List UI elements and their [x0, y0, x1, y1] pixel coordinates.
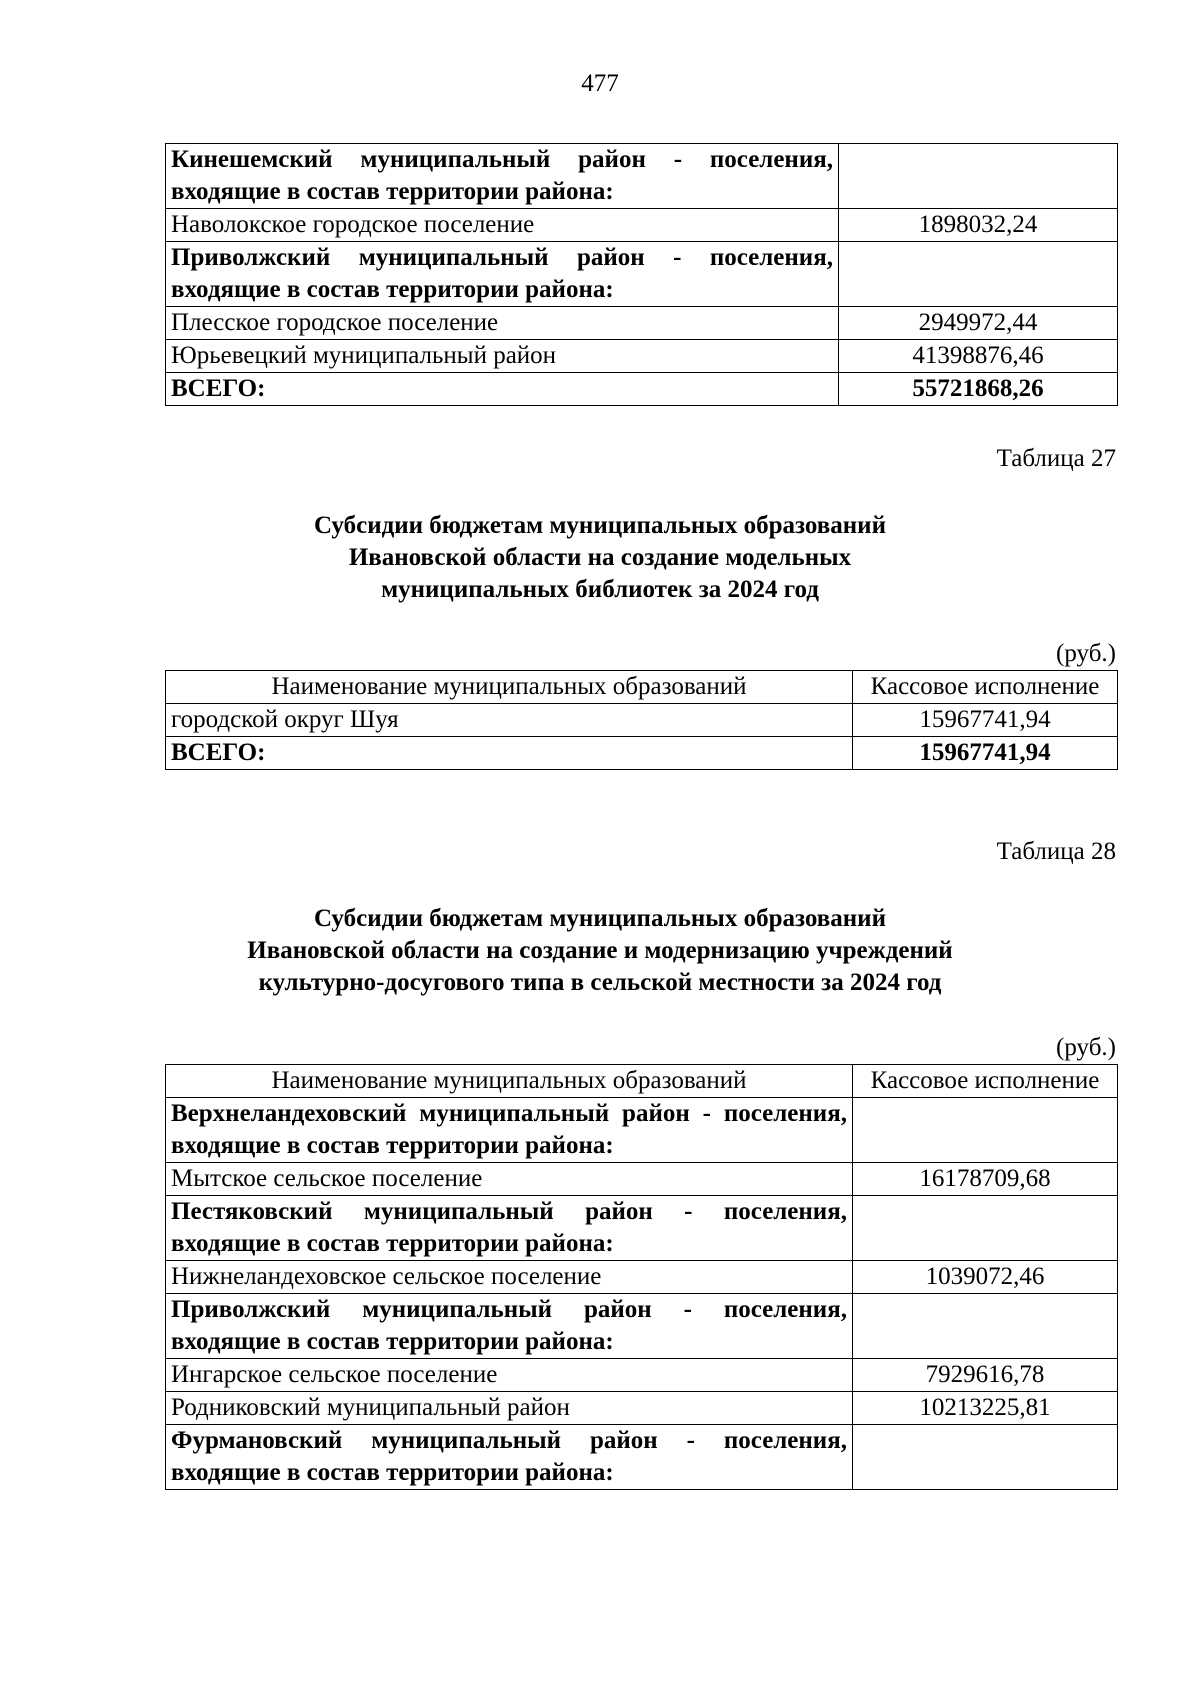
row-value: 1039072,46: [853, 1261, 1118, 1294]
table-row: [166, 340, 1118, 373]
row-name: Мытское сельское поселение: [166, 1163, 853, 1196]
row-value: 1898032,24: [839, 209, 1118, 242]
row-value: [853, 1098, 1118, 1163]
row-value: 7929616,78: [853, 1359, 1118, 1392]
table-28: [165, 1064, 1118, 1490]
row-name: Нижнеландеховское сельское поселение: [166, 1261, 853, 1294]
row-value: 41398876,46: [839, 340, 1118, 373]
header-name: Наименование муниципальных образований: [166, 671, 853, 704]
row-value: [853, 1294, 1118, 1359]
title-line: Субсидии бюджетам муниципальных образований: [314, 512, 886, 539]
table-row: [166, 144, 1118, 209]
table-row: [166, 1294, 1118, 1359]
row-value: 15967741,94: [853, 704, 1118, 737]
table-row: [166, 704, 1118, 737]
table-28-title: [0, 903, 1200, 999]
table-header-row: [166, 1065, 1118, 1098]
row-name: городской округ Шуя: [166, 704, 853, 737]
table-header-row: [166, 671, 1118, 704]
row-value: 10213225,81: [853, 1392, 1118, 1425]
row-value: [853, 1196, 1118, 1261]
table-row: [166, 1196, 1118, 1261]
row-value: 16178709,68: [853, 1163, 1118, 1196]
row-value: [839, 144, 1118, 209]
table-row: [166, 242, 1118, 307]
page-number: 477: [581, 70, 619, 97]
table-row: [166, 307, 1118, 340]
row-name: Наволокское городское поселение: [166, 209, 839, 242]
table-row: [166, 209, 1118, 242]
table-27-caption: Таблица 27: [996, 445, 1116, 472]
title-line: Ивановской области на создание модельных: [348, 544, 852, 571]
table-row: [166, 1392, 1118, 1425]
row-name: Приволжский муниципальный район - поселения, входящие в состав территории района:: [166, 1294, 853, 1359]
table-row: [166, 1163, 1118, 1196]
row-name: Приволжский муниципальный район - поселения, входящие в состав территории района:: [166, 242, 839, 307]
table-row: [166, 1261, 1118, 1294]
title-line: Субсидии бюджетам муниципальных образований: [314, 905, 886, 932]
table-row: [166, 1098, 1118, 1163]
row-name: Плесское городское поселение: [166, 307, 839, 340]
row-value: 2949972,44: [839, 307, 1118, 340]
row-value: [853, 1425, 1118, 1490]
row-name: Кинешемский муниципальный район - поселения, входящие в состав территории района:: [166, 144, 839, 209]
row-value: 55721868,26: [839, 373, 1118, 406]
row-name: ВСЕГО:: [166, 737, 853, 770]
header-value: Кассовое исполнение: [853, 671, 1118, 704]
row-name: Юрьевецкий муниципальный район: [166, 340, 839, 373]
row-name: Родниковский муниципальный район: [166, 1392, 853, 1425]
table-continuation: [165, 143, 1118, 406]
table-27-unit: (руб.): [1056, 640, 1116, 667]
row-name: Пестяковский муниципальный район - поселения, входящие в состав территории района:: [166, 1196, 853, 1261]
title-line: Ивановской области на создание и модернизацию учреждений: [247, 937, 953, 964]
table-total-row: [166, 373, 1118, 406]
table-row: [166, 1359, 1118, 1392]
table-27: [165, 670, 1118, 770]
header-value: Кассовое исполнение: [853, 1065, 1118, 1098]
header-name: Наименование муниципальных образований: [166, 1065, 853, 1098]
row-name: Фурмановский муниципальный район - поселения, входящие в состав территории района:: [166, 1425, 853, 1490]
table-total-row: [166, 737, 1118, 770]
row-value: [839, 242, 1118, 307]
row-value: 15967741,94: [853, 737, 1118, 770]
title-line: культурно-досугового типа в сельской местности за 2024 год: [258, 969, 942, 996]
table-28-unit: (руб.): [1056, 1034, 1116, 1061]
table-27-title: [0, 510, 1200, 606]
table-row: [166, 1425, 1118, 1490]
row-name: Верхнеландеховский муниципальный район - поселения, входящие в состав территории района:: [166, 1098, 853, 1163]
title-line: муниципальных библиотек за 2024 год: [381, 576, 819, 603]
table-28-caption: Таблица 28: [996, 838, 1116, 865]
row-name: Ингарское сельское поселение: [166, 1359, 853, 1392]
row-name: ВСЕГО:: [166, 373, 839, 406]
